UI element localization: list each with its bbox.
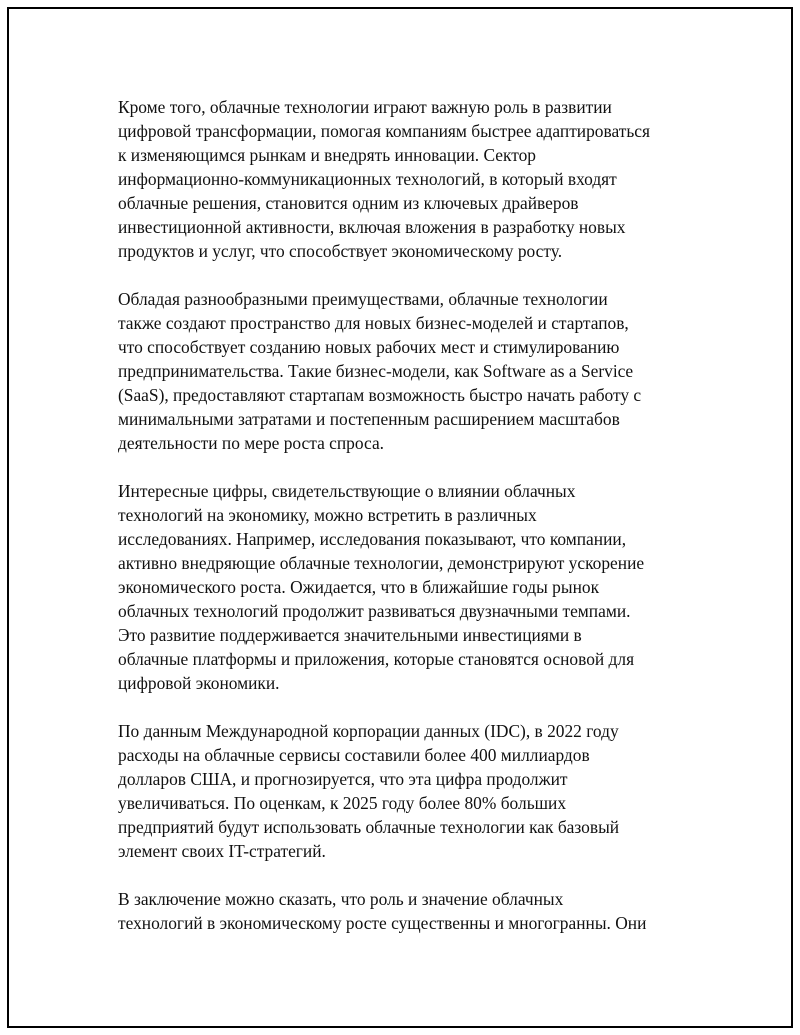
paragraph-conclusion: В заключение можно сказать, что роль и значение облачных технологий в экономическому росте существенны и многогранны. Они <box>118 889 647 933</box>
paragraph-idc-statistics: По данным Международной корпорации данных (IDC), в 2022 году расходы на облачные сервисы составили более 400 миллиардов долларов США, и прогнозируется, что эта цифра продолжит увеличиваться. По оценкам, к 2025 году более 80% больших предприятий будут использовать облачные технологии как базовый элемент своих IT-стратегий. <box>118 721 620 861</box>
paragraph-business-models: Обладая разнообразными преимуществами, облачные технологии также создают пространство для новых бизнес-моделей и стартапов, что способствует созданию новых рабочих мест и стимулированию предпринимательства. Такие бизнес-модели, как Software as a Service (SaaS), предоставляют стартапам возможность быстро начать работу с минимальными затратами и постепенным расширением масштабов деятельности по мере роста спроса. <box>118 289 642 453</box>
paragraph-economic-impact: Интересные цифры, свидетельствующие о влиянии облачных технологий на экономику, можно встретить в различных исследованиях. Например, исследования показывают, что компании, активно внедряющие облачные технологии, демонстрируют ускорение экономического роста. Ожидается, что в ближайшие годы рынок облачных технологий продолжит развиваться двузначными темпами. Это развитие поддерживается значительными инвестициями в облачные платформы и приложения, которые становятся основой для цифровой экономики. <box>118 481 645 693</box>
paragraph-digital-transformation: Кроме того, облачные технологии играют важную роль в развитии цифровой трансформации, помогая компаниям быстрее адаптироваться к изменяющимся рынкам и внедрять инновации. Сектор информационно-коммуникационных технологий, в который входят облачные решения, становится одним из ключевых драйверов инвестиционной активности, включая вложения в разработку новых продуктов и услуг, что способствует экономическому росту. <box>118 97 650 261</box>
document-body <box>118 95 690 959</box>
